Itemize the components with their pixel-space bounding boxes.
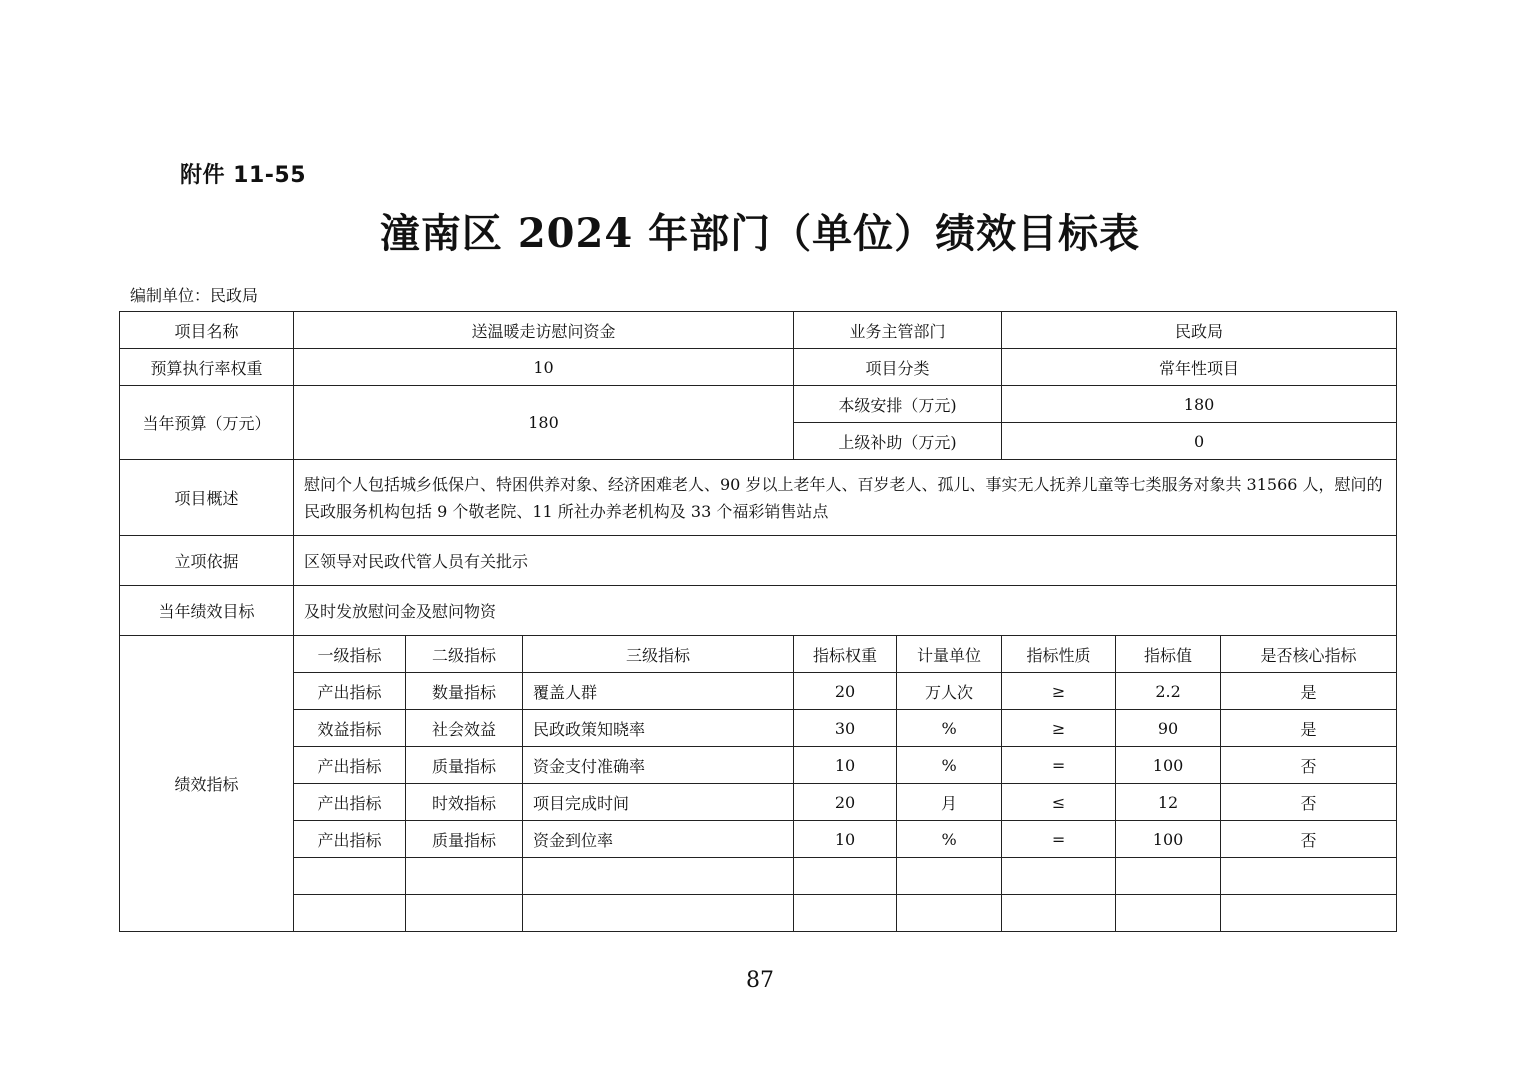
indicator-level1: 产出指标 bbox=[294, 784, 406, 821]
header-level2: 二级指标 bbox=[406, 636, 523, 673]
budget-weight-value: 10 bbox=[294, 349, 794, 386]
row-overview bbox=[120, 460, 1397, 536]
superior-subsidy-value: 0 bbox=[1002, 423, 1397, 460]
indicator-level1: 效益指标 bbox=[294, 710, 406, 747]
basis-label: 立项依据 bbox=[120, 536, 294, 586]
project-name-label: 项目名称 bbox=[120, 312, 294, 349]
indicator-core: 是 bbox=[1221, 673, 1397, 710]
empty-cell bbox=[794, 858, 897, 895]
empty-cell bbox=[406, 895, 523, 932]
empty-cell bbox=[523, 858, 794, 895]
goal-value: 及时发放慰问金及慰问物资 bbox=[294, 586, 1397, 636]
indicator-level3: 资金支付准确率 bbox=[523, 747, 794, 784]
indicator-core: 否 bbox=[1221, 784, 1397, 821]
indicator-core: 否 bbox=[1221, 821, 1397, 858]
row-goal bbox=[120, 586, 1397, 636]
indicator-nature: ≥ bbox=[1002, 710, 1116, 747]
table-row bbox=[120, 747, 1397, 784]
indicator-header-row bbox=[120, 636, 1397, 673]
indicator-unit: % bbox=[897, 747, 1002, 784]
project-name-value: 送温暖走访慰问资金 bbox=[294, 312, 794, 349]
table-row bbox=[120, 710, 1397, 747]
superior-subsidy-label: 上级补助（万元) bbox=[794, 423, 1002, 460]
indicator-level2: 质量指标 bbox=[406, 821, 523, 858]
header-nature: 指标性质 bbox=[1002, 636, 1116, 673]
indicator-unit: % bbox=[897, 821, 1002, 858]
empty-cell bbox=[1002, 858, 1116, 895]
empty-cell bbox=[294, 858, 406, 895]
performance-target-table bbox=[119, 311, 1397, 932]
indicator-level3: 覆盖人群 bbox=[523, 673, 794, 710]
empty-cell bbox=[1116, 895, 1221, 932]
indicator-unit: 万人次 bbox=[897, 673, 1002, 710]
overview-value: 慰问个人包括城乡低保户、特困供养对象、经济困难老人、90 岁以上老年人、百岁老人、孤儿、事实无人抚养儿童等七类服务对象共 31566 人，慰问的民政服务机构包括 9 个敬老院、11 所社办养老机构及 33 个福彩销售站点 bbox=[294, 460, 1397, 536]
empty-cell bbox=[1002, 895, 1116, 932]
indicator-weight: 20 bbox=[794, 784, 897, 821]
empty-row bbox=[120, 858, 1397, 895]
header-core: 是否核心指标 bbox=[1221, 636, 1397, 673]
row-project-name bbox=[120, 312, 1397, 349]
indicator-level1: 产出指标 bbox=[294, 673, 406, 710]
goal-label: 当年绩效目标 bbox=[120, 586, 294, 636]
local-budget-value: 180 bbox=[1002, 386, 1397, 423]
indicator-nature: ≥ bbox=[1002, 673, 1116, 710]
indicators-section-label: 绩效指标 bbox=[120, 636, 294, 932]
indicator-value: 2.2 bbox=[1116, 673, 1221, 710]
annual-budget-label: 当年预算（万元） bbox=[120, 386, 294, 460]
category-value: 常年性项目 bbox=[1002, 349, 1397, 386]
department-label: 业务主管部门 bbox=[794, 312, 1002, 349]
indicator-level3: 项目完成时间 bbox=[523, 784, 794, 821]
indicator-level2: 社会效益 bbox=[406, 710, 523, 747]
indicator-level2: 时效指标 bbox=[406, 784, 523, 821]
page-title: 潼南区 2024 年部门（单位）绩效目标表 bbox=[379, 210, 1141, 257]
indicator-value: 90 bbox=[1116, 710, 1221, 747]
indicator-level2: 质量指标 bbox=[406, 747, 523, 784]
indicator-value: 12 bbox=[1116, 784, 1221, 821]
empty-cell bbox=[794, 895, 897, 932]
indicator-level2: 数量指标 bbox=[406, 673, 523, 710]
overview-label: 项目概述 bbox=[120, 460, 294, 536]
header-level3: 三级指标 bbox=[523, 636, 794, 673]
department-value: 民政局 bbox=[1002, 312, 1397, 349]
annual-budget-value: 180 bbox=[294, 386, 794, 460]
indicator-value: 100 bbox=[1116, 821, 1221, 858]
indicator-unit: 月 bbox=[897, 784, 1002, 821]
empty-cell bbox=[294, 895, 406, 932]
empty-cell bbox=[897, 895, 1002, 932]
indicator-nature: = bbox=[1002, 821, 1116, 858]
local-budget-label: 本级安排（万元) bbox=[794, 386, 1002, 423]
table-row bbox=[120, 673, 1397, 710]
indicator-value: 100 bbox=[1116, 747, 1221, 784]
row-budget-weight bbox=[120, 349, 1397, 386]
page-number: 87 bbox=[746, 968, 774, 993]
row-annual-budget bbox=[120, 386, 1397, 423]
header-unit: 计量单位 bbox=[897, 636, 1002, 673]
indicator-level3: 资金到位率 bbox=[523, 821, 794, 858]
row-basis bbox=[120, 536, 1397, 586]
indicator-level3: 民政政策知晓率 bbox=[523, 710, 794, 747]
header-value: 指标值 bbox=[1116, 636, 1221, 673]
table-row bbox=[120, 784, 1397, 821]
indicator-level1: 产出指标 bbox=[294, 821, 406, 858]
empty-cell bbox=[406, 858, 523, 895]
indicator-weight: 30 bbox=[794, 710, 897, 747]
indicator-weight: 10 bbox=[794, 747, 897, 784]
empty-row bbox=[120, 895, 1397, 932]
indicator-weight: 20 bbox=[794, 673, 897, 710]
compiling-unit: 编制单位：民政局 bbox=[130, 286, 259, 305]
indicator-nature: = bbox=[1002, 747, 1116, 784]
indicator-nature: ≤ bbox=[1002, 784, 1116, 821]
indicator-core: 是 bbox=[1221, 710, 1397, 747]
empty-cell bbox=[1116, 858, 1221, 895]
indicator-unit: % bbox=[897, 710, 1002, 747]
budget-weight-label: 预算执行率权重 bbox=[120, 349, 294, 386]
empty-cell bbox=[897, 858, 1002, 895]
indicator-level1: 产出指标 bbox=[294, 747, 406, 784]
empty-cell bbox=[1221, 858, 1397, 895]
basis-value: 区领导对民政代管人员有关批示 bbox=[294, 536, 1397, 586]
header-weight: 指标权重 bbox=[794, 636, 897, 673]
category-label: 项目分类 bbox=[794, 349, 1002, 386]
table-row bbox=[120, 821, 1397, 858]
attachment-label: 附件 11-55 bbox=[180, 163, 307, 188]
header-level1: 一级指标 bbox=[294, 636, 406, 673]
empty-cell bbox=[1221, 895, 1397, 932]
indicator-weight: 10 bbox=[794, 821, 897, 858]
indicator-core: 否 bbox=[1221, 747, 1397, 784]
empty-cell bbox=[523, 895, 794, 932]
